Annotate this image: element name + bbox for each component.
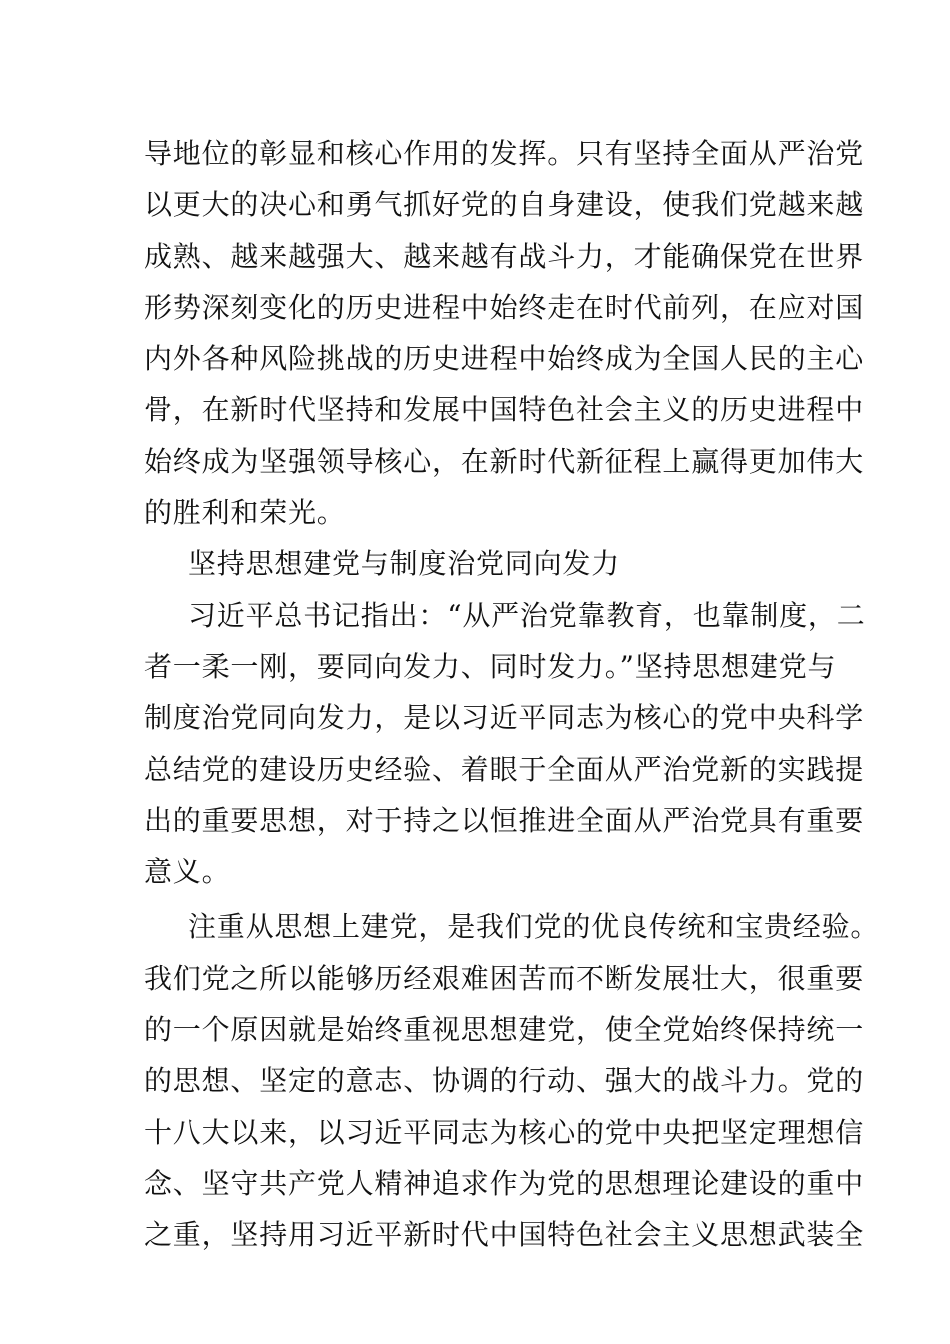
text-line: 者一柔一刚，要同向发力、同时发力。”坚持思想建党与 — [144, 649, 837, 683]
text-line: 习近平总书记指出：“从严治党靠教育，也靠制度，二 — [188, 598, 866, 632]
text-line: 成熟、越来越强大、越来越有战斗力，才能确保党在世界 — [144, 239, 865, 273]
text-line: 形势深刻变化的历史进程中始终走在时代前列，在应对国 — [144, 290, 865, 324]
section-heading — [144, 538, 814, 589]
text-line: 的思想、坚定的意志、协调的行动、强大的战斗力。党的 — [144, 1064, 865, 1098]
text-line: 之重，坚持用习近平新时代中国特色社会主义思想武装全 — [144, 1218, 865, 1252]
document-body — [144, 128, 880, 1261]
text-line: 出的重要思想，对于持之以恒推进全面从严治党具有重要 — [144, 803, 865, 837]
text-line: 内外各种风险挑战的历史进程中始终成为全国人民的主心 — [144, 342, 865, 376]
paragraph — [144, 590, 866, 898]
text-line: 以更大的决心和勇气抓好党的自身建设，使我们党越来越 — [144, 188, 865, 222]
paragraph-continuation — [144, 128, 865, 538]
text-line: 的一个原因就是始终重视思想建党，使全党始终保持统一 — [144, 1013, 865, 1047]
text-line: 我们党之所以能够历经艰难困苦而不断发展壮大，很重要 — [144, 961, 865, 995]
text-line: 骨，在新时代坚持和发展中国特色社会主义的历史进程中 — [144, 393, 865, 427]
text-line: 总结党的建设历史经验、着眼于全面从严治党新的实践提 — [144, 752, 865, 786]
heading-line: 坚持思想建党与制度治党同向发力 — [188, 547, 621, 581]
paragraph — [144, 901, 880, 1260]
text-line: 制度治党同向发力，是以习近平同志为核心的党中央科学 — [144, 701, 865, 735]
text-line: 的胜利和荣光。 — [144, 496, 346, 530]
text-line: 导地位的彰显和核心作用的发挥。只有坚持全面从严治党 — [144, 137, 865, 170]
text-line: 注重从思想上建党，是我们党的优良传统和宝贵经验。 — [188, 910, 880, 944]
text-line: 念、坚守共产党人精神追求作为党的思想理论建设的重中 — [144, 1166, 865, 1200]
text-line: 十八大以来，以习近平同志为核心的党中央把坚定理想信 — [144, 1115, 865, 1149]
text-line: 意义。 — [144, 855, 231, 889]
text-line: 始终成为坚强领导核心，在新时代新征程上赢得更加伟大 — [144, 444, 865, 478]
